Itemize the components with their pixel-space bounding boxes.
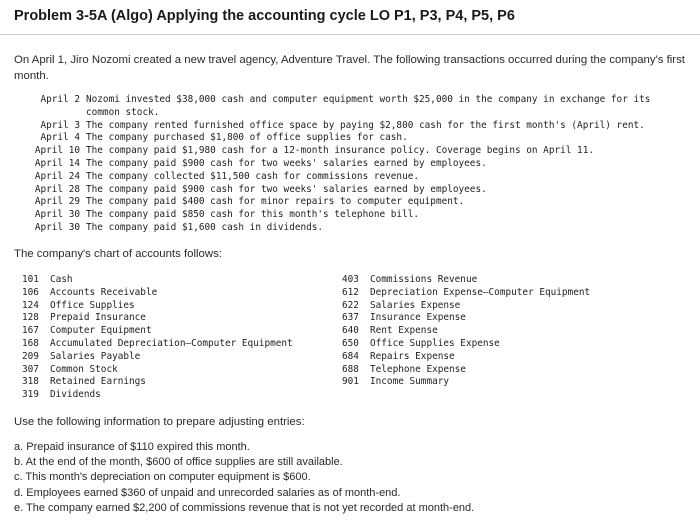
adjustments-list <box>14 440 474 516</box>
account-number: 319 <box>22 389 39 401</box>
account-number: 684 <box>342 350 359 362</box>
account-number: 650 <box>342 337 359 349</box>
transaction-desc: The company collected $11,500 cash for commissions revenue. <box>86 170 420 182</box>
account-name: Telephone Expense <box>370 363 466 375</box>
account-row <box>22 351 293 364</box>
account-row <box>22 274 293 287</box>
transaction-desc: The company purchased $1,800 of office supplies for cash. <box>86 132 408 144</box>
account-name: Dividends <box>50 389 101 401</box>
account-name: Computer Equipment <box>50 325 152 337</box>
transaction-date: April 10 <box>34 145 80 157</box>
account-number: 318 <box>22 376 39 388</box>
account-number: 101 <box>22 274 39 285</box>
adjustment-item: d. Employees earned $360 of unpaid and unrecorded salaries as of month-end. <box>14 486 401 499</box>
transaction-desc: The company paid $1,600 cash in dividends. <box>86 221 324 233</box>
transaction-date: April 29 <box>34 196 80 208</box>
transaction-row <box>14 132 694 145</box>
transaction-row <box>14 209 694 222</box>
account-number: 128 <box>22 312 39 324</box>
account-number: 307 <box>22 363 39 375</box>
account-name: Retained Earnings <box>50 376 146 388</box>
account-number: 612 <box>342 286 359 298</box>
account-name: Commissions Revenue <box>370 274 478 285</box>
adjustment-item: b. At the end of the month, $600 of office supplies are still available. <box>14 456 343 469</box>
account-row <box>342 325 590 338</box>
adjustment-item: c. This month's depreciation on computer equipment is $600. <box>14 471 311 484</box>
transaction-date: April 4 <box>40 132 80 144</box>
transaction-row <box>14 94 694 120</box>
chart-of-accounts-intro: The company's chart of accounts follows: <box>14 248 222 260</box>
transaction-date: April 24 <box>34 170 80 182</box>
adjustment-item: a. Prepaid insurance of $110 expired this month. <box>14 441 250 453</box>
transaction-date: April 2 <box>40 94 80 105</box>
transaction-date: April 30 <box>34 221 80 233</box>
transaction-desc: The company paid $400 cash for minor repairs to computer equipment. <box>86 196 465 208</box>
accounts-right-column <box>342 274 590 389</box>
accounts-left-column <box>22 274 293 402</box>
transaction-date: April 30 <box>34 209 80 221</box>
account-row <box>342 312 590 325</box>
account-row <box>342 300 590 313</box>
account-number: 168 <box>22 337 39 349</box>
account-name: Income Summary <box>370 376 450 388</box>
account-number: 403 <box>342 274 359 285</box>
transaction-list <box>14 94 694 235</box>
account-row <box>342 376 590 389</box>
account-row <box>342 274 590 287</box>
transaction-row <box>14 145 694 158</box>
page-title: Problem 3-5A (Algo) Applying the accounting cycle LO P1, P3, P4, P5, P6 <box>14 8 515 24</box>
account-name: Accounts Receivable <box>50 286 158 298</box>
transaction-date: April 28 <box>34 183 80 195</box>
transaction-desc: The company paid $1,980 cash for a 12-month insurance policy. Coverage begins on April 11. <box>86 145 594 157</box>
transaction-row <box>14 171 694 184</box>
account-row <box>342 338 590 351</box>
account-row <box>342 364 590 377</box>
account-row <box>22 364 293 377</box>
account-row <box>342 351 590 364</box>
account-name: Salaries Payable <box>50 350 141 362</box>
account-row <box>22 338 293 351</box>
account-number: 106 <box>22 286 39 298</box>
account-name: Common Stock <box>50 363 118 375</box>
account-row <box>22 389 293 402</box>
account-number: 688 <box>342 363 359 375</box>
transaction-date: April 3 <box>40 119 80 131</box>
transaction-row <box>14 184 694 197</box>
account-number: 622 <box>342 299 359 311</box>
account-row <box>22 312 293 325</box>
transaction-date: April 14 <box>34 157 80 169</box>
account-number: 167 <box>22 325 39 337</box>
transaction-row <box>14 222 694 235</box>
account-name: Repairs Expense <box>370 350 455 362</box>
account-name: Office Supplies Expense <box>370 337 500 349</box>
transaction-desc: The company rented furnished office space by paying $2,800 cash for the first month's (April) rent. <box>86 119 645 131</box>
intro-paragraph: On April 1, Jiro Nozomi created a new travel agency, Adventure Travel. The following transactions occurred during the company's first month. <box>14 54 685 82</box>
account-name: Office Supplies <box>50 299 135 311</box>
adjusting-entries-intro: Use the following information to prepare adjusting entries: <box>14 416 305 428</box>
account-name: Cash <box>50 274 73 285</box>
account-number: 637 <box>342 312 359 324</box>
account-name: Salaries Expense <box>370 299 461 311</box>
account-row <box>342 287 590 300</box>
account-name: Depreciation Expense—Computer Equipment <box>370 286 591 298</box>
account-number: 901 <box>342 376 359 388</box>
transaction-row <box>14 158 694 171</box>
account-name: Rent Expense <box>370 325 438 337</box>
account-number: 124 <box>22 299 39 311</box>
account-name: Prepaid Insurance <box>50 312 146 324</box>
account-number: 640 <box>342 325 359 337</box>
account-row <box>22 325 293 338</box>
transaction-desc: The company paid $900 cash for two weeks' salaries earned by employees. <box>86 183 487 195</box>
transaction-row <box>14 196 694 209</box>
account-name: Accumulated Depreciation—Computer Equipment <box>50 337 293 349</box>
adjustment-item: e. The company earned $2,200 of commissions revenue that is not yet recorded at month-end. <box>14 501 475 514</box>
account-row <box>22 287 293 300</box>
account-row <box>22 300 293 313</box>
transaction-desc: The company paid $900 cash for two weeks' salaries earned by employees. <box>86 157 487 169</box>
title-divider <box>0 34 700 35</box>
transaction-desc: The company paid $850 cash for this month's telephone bill. <box>86 209 420 221</box>
account-number: 209 <box>22 350 39 362</box>
account-row <box>22 376 293 389</box>
transaction-desc: Nozomi invested $38,000 cash and computer equipment worth $25,000 in the company in exchange for its common stock. <box>86 94 651 118</box>
account-name: Insurance Expense <box>370 312 466 324</box>
transaction-row <box>14 120 694 133</box>
